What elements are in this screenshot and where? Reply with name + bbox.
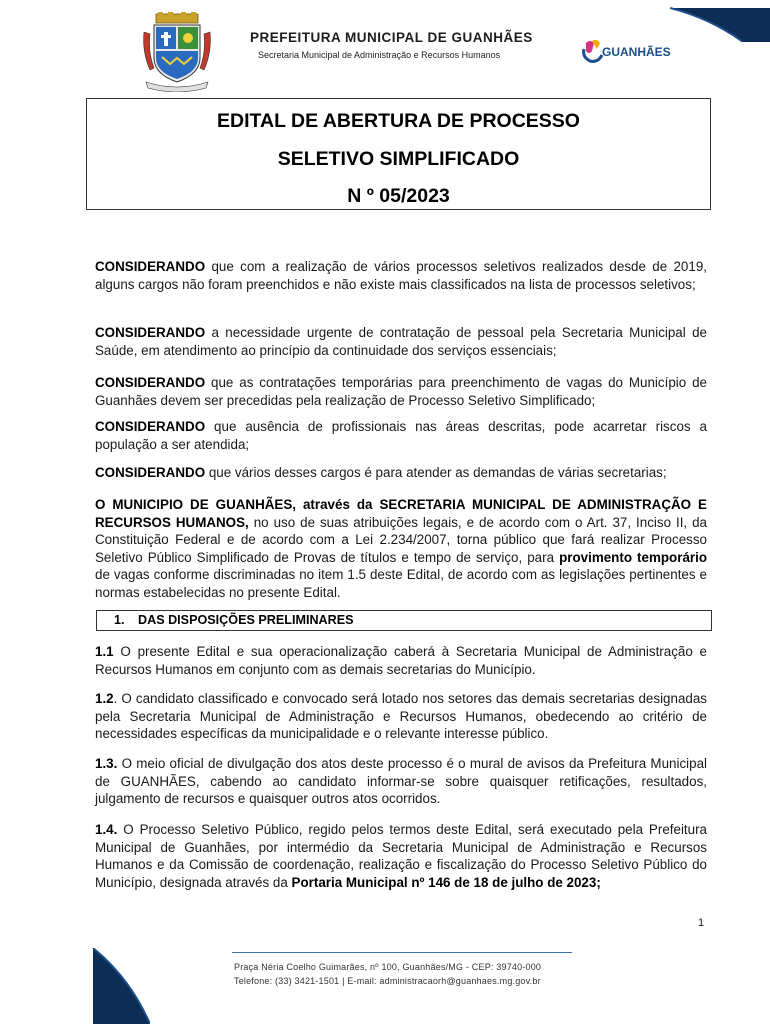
considerando-lead: CONSIDERANDO bbox=[95, 325, 206, 340]
logo-text: GUANHÃES bbox=[602, 45, 671, 59]
considerando-paragraph bbox=[95, 418, 707, 453]
intro-lead: O MUNICIPIO DE GUANHÃES, através da SECRETARIA MUNICIPAL DE ADMINISTRAÇÃO E RECURSOS HUMANOS, bbox=[95, 497, 707, 530]
considerando-paragraph bbox=[95, 464, 707, 482]
footer-contact: Telefone: (33) 3421-1501 | E-mail: administracaorh@guanhaes.mg.gov.br bbox=[234, 976, 541, 986]
section-header bbox=[96, 610, 712, 631]
section-number: 1. bbox=[114, 613, 125, 627]
considerando-lead: CONSIDERANDO bbox=[95, 375, 206, 390]
header-subtitle: Secretaria Municipal de Administração e Recursos Humanos bbox=[258, 50, 501, 60]
title-line-2: SELETIVO SIMPLIFICADO bbox=[277, 148, 520, 170]
intro-text-end: de vagas conforme discriminadas no item 1.5 deste Edital, de acordo com as legislações pertinentes e normas estabelecidas no presente Edital. bbox=[95, 567, 707, 600]
title-box bbox=[86, 98, 711, 210]
page-number: 1 bbox=[698, 917, 705, 929]
item-number: 1.4. bbox=[95, 822, 118, 837]
item-text: O meio oficial de divulgação dos atos deste processo é o mural de avisos da Prefeitura Municipal de GUANHÃES, cabendo ao candidato informar-se sobre quaisquer retificações, resultados, julgamento de recursos e quaisquer outros atos ocorridos. bbox=[95, 756, 707, 806]
intro-paragraph bbox=[95, 496, 707, 601]
intro-bold: provimento temporário bbox=[559, 549, 707, 565]
considerando-text: que com a realização de vários processos seletivos realizados desde de 2019, alguns cargos não foram preenchidos e não existe mais classificados na lista de processos seletivos; bbox=[95, 259, 707, 292]
considerando-paragraph bbox=[95, 374, 707, 409]
footer-address: Praça Néria Coelho Guimarães, nº 100, Guanhães/MG - CEP: 39740-000 bbox=[234, 962, 542, 972]
municipal-crest-icon bbox=[140, 12, 214, 92]
intro-text: no uso de suas atribuições legais, e de acordo com o Art. 37, Inciso II, da Constituição Federal e de acordo com a Lei 2.234/2007, torna público que fará realizar Processo Seletivo Público Simplificado de Provas de títulos e tempo de serviço, para bbox=[95, 514, 707, 565]
item-number: 1.1 bbox=[95, 644, 114, 659]
item-paragraph bbox=[95, 643, 707, 678]
corner-decoration-bottom bbox=[0, 948, 150, 1024]
considerando-text: que as contratações temporárias para preenchimento de vagas do Município de Guanhães devem ser precedidas pela realização de Processo Seletivo Simplificado; bbox=[95, 375, 707, 408]
considerando-lead: CONSIDERANDO bbox=[95, 465, 206, 480]
considerando-lead: CONSIDERANDO bbox=[95, 419, 206, 434]
item-number: 1.3. bbox=[95, 756, 118, 771]
title-line-3: N º 05/2023 bbox=[347, 185, 450, 207]
item-paragraph bbox=[95, 821, 707, 891]
considerando-text: que vários desses cargos é para atender as demandas de várias secretarias; bbox=[205, 465, 667, 480]
item-bold-end: Portaria Municipal nº 146 de 18 de julho de 2023; bbox=[291, 874, 601, 890]
item-text: O presente Edital e sua operacionalização caberá à Secretaria Municipal de Administração e Recursos Humanos em conjunto com as demais secretarias do Município. bbox=[95, 644, 707, 677]
item-text: . O candidato classificado e convocado será lotado nos setores das demais secretarias designadas pela Secretaria Municipal de Administração e Recursos Humanos, obedecendo ao critério de necessidades específicas da municipalidade e o relevante interesse público. bbox=[95, 691, 707, 741]
item-paragraph bbox=[95, 690, 707, 743]
section-label: DAS DISPOSIÇÕES PRELIMINARES bbox=[138, 613, 354, 627]
considerando-text: a necessidade urgente de contratação de pessoal pela Secretaria Municipal de Saúde, em atendimento ao princípio da continuidade dos serviços essenciais; bbox=[95, 325, 707, 358]
title-line-1: EDITAL DE ABERTURA DE PROCESSO bbox=[217, 110, 580, 132]
corner-decoration-top bbox=[670, 0, 770, 42]
footer-divider bbox=[232, 952, 572, 953]
considerando-lead: CONSIDERANDO bbox=[95, 259, 206, 274]
considerando-paragraph bbox=[95, 324, 707, 359]
considerando-text: que ausência de profissionais nas áreas descritas, pode acarretar riscos a população a ser atendida; bbox=[95, 419, 707, 452]
header-title: PREFEITURA MUNICIPAL DE GUANHÃES bbox=[250, 30, 533, 45]
item-paragraph bbox=[95, 755, 707, 808]
item-text: O Processo Seletivo Público, regido pelos termos deste Edital, será executado pela Prefeitura Municipal de Guanhães, por intermédio da Secretaria Municipal de Administração e Recursos Humanos e da Comissão de coordenação, realização e fiscalização do Processo Seletivo Público do Município, designada através da bbox=[95, 822, 707, 890]
considerando-paragraph bbox=[95, 258, 707, 293]
item-number: 1.2 bbox=[95, 691, 114, 706]
